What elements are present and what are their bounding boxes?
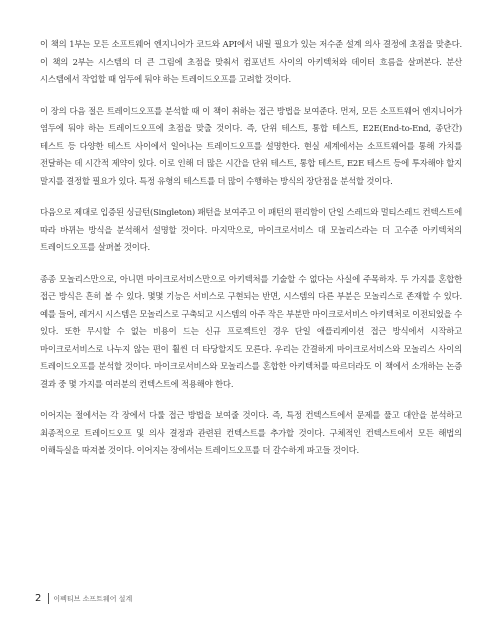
paragraph-1: 이 책의 1부는 모든 소프트웨어 엔지니어가 코드와 API에서 내릴 필요가 있는 저수준 설계 의사 결정에 초점을 맞춘다. 이 책의 2부는 시스템의 더 큰 그림에 초점을 맞춰서 컴포넌트 사이의 아키텍처와 데이터 흐름을 살펴본다. 분산 시스템에서 작업할 때 엄두에 둬야 하는 트레이드오프를 고려할 것이다. (40, 39, 462, 84)
running-title: 이펙티브 소프트웨어 설계 (53, 594, 133, 603)
paragraph-5: 이어지는 절에서는 각 장에서 다룰 접근 방법을 보여줄 것이다. 즉, 특정 컨텍스트에서 문제를 풀고 대안을 분석하고 최종적으로 트레이드오프 및 의사 결정과 관련된 컨텍스트를 추가할 것이다. 구체적인 컨텍스트에서 모든 해법의 이해득실을 따져볼 것이다. 이어지는 장에서는 트레이드오프를 더 갈수하게 파고들 것이다. (40, 410, 462, 455)
body-text (40, 36, 462, 474)
paragraph-4: 종종 모놀리스만으로, 아니면 마이크로서비스만으로 아키텍처를 기술할 수 없다는 사실에 주목하자. 두 가지를 혼합한 접근 방식은 흔히 볼 수 있다. 몇몇 기능은 서비스로 구현되는 반면, 시스템의 다른 부분은 모놀리스로 존재할 수 있다. 예를 들어, 레거시 시스템은 모놀리스로 구축되고 시스템의 아주 작은 부분만 마이크로서비스 아키텍처로 이전되었을 수 있다. 또한 무시할 수 없는 비용이 드는 신규 프로젝트인 경우 단일 애플리케이션 접근 방식에서 시작하고 마이크로서비스로 나누지 않는 편이 훨씬 더 타당할지도 모른다. 우리는 간결하게 마이크로서비스와 모놀리스 사이의 트레이드오프를 분석할 것이다. 마이크로서비스와 모놀리스를 혼합한 아키텍처를 따르더라도 이 책에서 소개하는 논증 결과 중 몇 가지를 여러분의 컨텍스트에 적용해야 한다. (40, 273, 462, 389)
paragraph-2: 이 장의 다음 절은 트레이드오프를 분석할 때 이 책이 취하는 접근 방법을 보여준다. 먼저, 모든 소프트웨어 엔지니어가 염두에 둬야 하는 트레이드오프에 초점을 맞출 것이다. 즉, 단위 테스트, 통합 테스트, E2E(End-to-End, 종단간) 테스트 등 다양한 테스트 사이에서 일어나는 트레이드오프를 설명한다. 현실 세계에서는 소프트웨어를 통해 가치를 전달하는 데 시간적 제약이 있다. 이로 인해 더 많은 시간을 단위 테스트, 통합 테스트, E2E 테스트 등에 투자해야 할지 말지를 결정할 필요가 있다. 특정 유형의 테스트를 더 많이 수행하는 방식의 장단점을 분석할 것이다. (40, 105, 462, 186)
paragraph-3: 다음으로 제대로 입증된 싱글턴(Singleton) 패턴을 보여주고 이 패턴의 편리함이 단일 스레드와 멀티스레드 컨텍스트에 따라 바뀌는 방식을 분석해서 설명할 것이다. 마지막으로, 마이크로서비스 대 모놀리스라는 더 고수준 아키텍처의 트레이드오프를 살펴볼 것이다. (40, 207, 462, 252)
footer-divider (48, 593, 49, 604)
page-footer (35, 593, 132, 604)
page-number: 2 (35, 593, 42, 604)
